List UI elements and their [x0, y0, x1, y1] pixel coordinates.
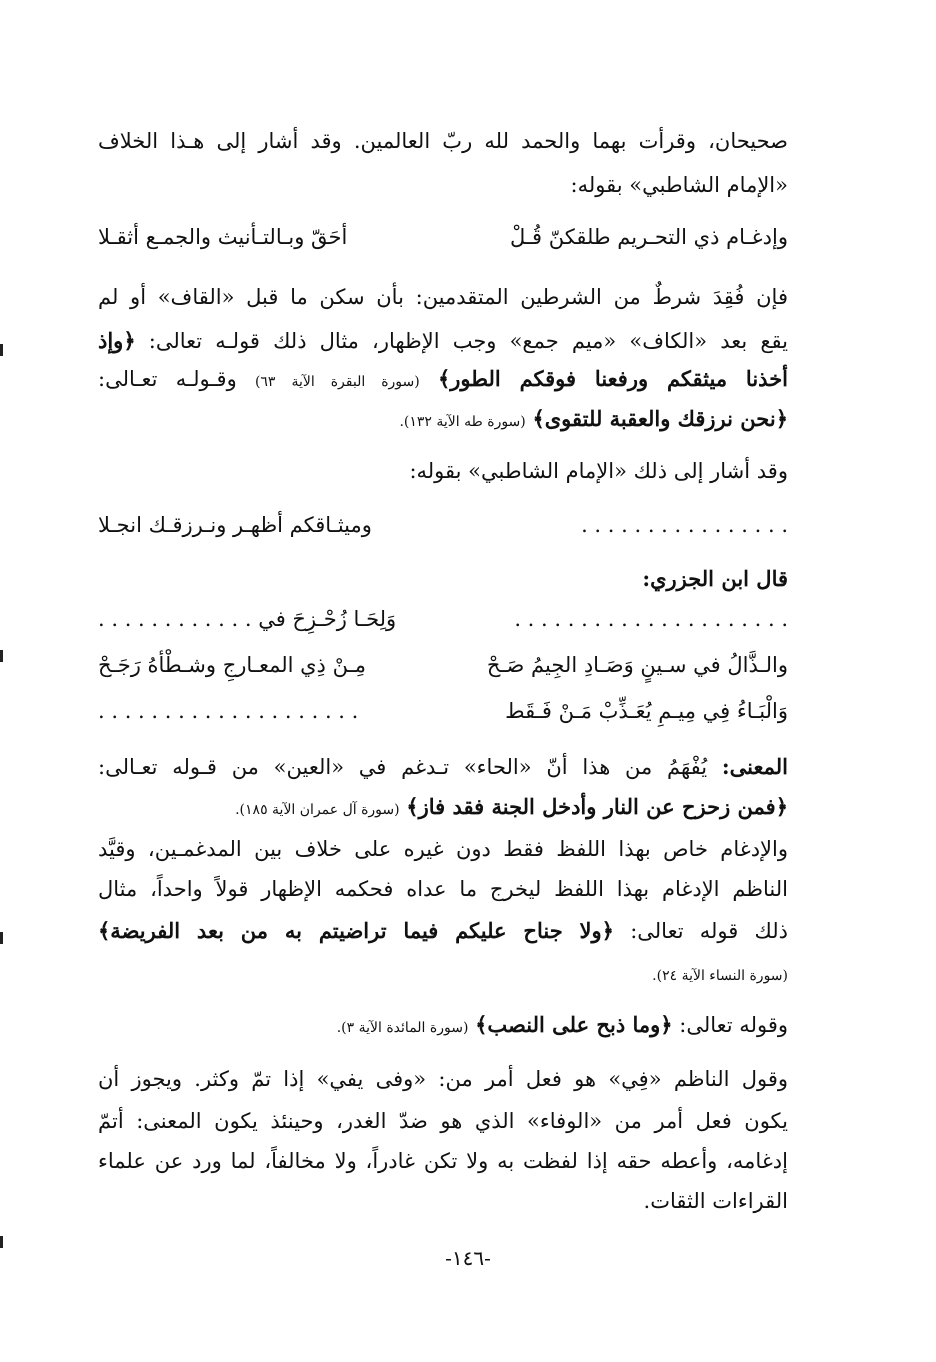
- paragraph-line: [98, 322, 788, 360]
- quran-reference: (سورة البقرة الآية ٦٣): [254, 374, 420, 390]
- scan-edge-mark: [0, 1236, 3, 1248]
- meaning-label: المعنى:: [721, 754, 788, 779]
- line-text: وقوله تعالى:: [679, 1013, 788, 1037]
- quran-reference: (سورة طه الآية ١٣٢).: [399, 414, 526, 430]
- verse-first-hemistich: وإدغـام ذي التحـريم طلقكنّ قُـلْ: [509, 225, 788, 249]
- line-text: يُفْهَمُ من هذا أنّ «الحاء» تـدغم في «العين» من قـوله تعـالى:: [98, 755, 708, 779]
- quran-quote: أخذنا ميثقكم ورفعنا فوقكم الطور﴾: [437, 366, 788, 391]
- quran-quote: ﴿وإذ: [98, 328, 136, 353]
- line-text: يقع بعد «الكاف» «ميم جمع» وجب الإظهار، مثال ذلك قولـه تعالى:: [148, 329, 788, 353]
- quran-reference: (سورة آل عمران الآية ١٨٥).: [235, 802, 400, 818]
- quran-quote: ﴿وما ذبح على النصب﴾: [475, 1012, 673, 1037]
- scan-edge-mark: [0, 344, 3, 356]
- paragraph-line: فإن فُقِدَ شرطٌ من الشرطين المتقدمين: بأن سكن ما قبل «القاف» أو لم: [98, 285, 788, 309]
- verse-second-hemistich: أحَقّ وبـالتـأنيث والجمـع أثقـلا: [98, 225, 348, 249]
- paragraph-line: صحيحان، وقرأت بهما والحمد لله ربّ العالمين. وقد أشار إلى هـذا الخلاف: [98, 129, 788, 153]
- paragraph-line: وقد أشار إلى ذلك «الإمام الشاطبي» بقوله:: [409, 459, 788, 483]
- quran-reference: (سورة المائدة الآية ٣).: [336, 1020, 469, 1036]
- paragraph-line: يكون فعل أمر من «الوفاء» الذي هو ضدّ الغدر، وحينئذ يكون المعنى: أتمّ: [98, 1109, 788, 1133]
- paragraph-line: [98, 400, 788, 441]
- paragraph-line: وقول الناظم «فِي» هو فعل أمر من: «وفى يفي» إذا تمّ وكثر. ويجوز أن: [98, 1067, 788, 1091]
- paragraph-line: [98, 954, 788, 995]
- line-text: وقـولـه تعـالى:: [98, 367, 237, 391]
- scan-edge-mark: [0, 932, 3, 944]
- paragraph-line: [98, 912, 788, 950]
- verse-second-hemistich: وميثـاقكم أظهـر ونـرزقـك انجـلا: [98, 513, 372, 537]
- quran-quote: ﴿فمن زحزح عن النار وأدخل الجنة فقد فاز﴾: [406, 794, 788, 819]
- paragraph-line: الناظم الإدغام بهذا اللفظ ليخرج ما عداه فحكمه الإظهار قولاً واحداً، مثال: [98, 877, 788, 901]
- verse-second-hemistich: وَلِحَـا زُحْـزِحَ في . . . . . . . . . . . .: [98, 607, 397, 631]
- verse-second-hemistich: مِـنْ ذِي المعـارجِ وشـطْأهُ رَجَـحْ: [98, 653, 366, 677]
- paragraph-line: [98, 748, 788, 786]
- paragraph-line: والإدغام خاص بهذا اللفظ فقط دون غيره على خلاف بين المدغمـين، وقيَّد: [98, 837, 788, 861]
- scan-edge-mark: [0, 650, 3, 662]
- paragraph-line: [98, 1006, 788, 1047]
- quran-quote: ﴿نحن نرزقك والعقبة للتقوى﴾: [532, 406, 788, 431]
- verse-second-hemistich: . . . . . . . . . . . . . . . . . . . .: [98, 699, 359, 723]
- paragraph-line: [98, 788, 788, 829]
- paragraph-line: «الإمام الشاطبي» بقوله:: [570, 173, 788, 197]
- verse-first-hemistich: . . . . . . . . . . . . . . . . . . . . .: [514, 607, 788, 631]
- verse-first-hemistich: وَالْبَـاءُ فِي مِيـمِ يُعَـذِّبْ مَـنْ فَـقَط: [505, 699, 788, 723]
- verse-first-hemistich: والـذَّالُ في سـينٍ وَصَـادِ الجِيمُ صَـحْ: [486, 653, 788, 677]
- section-heading: قال ابن الجزري:: [642, 566, 788, 591]
- page-number: -١٤٦-: [445, 1246, 491, 1270]
- paragraph-line: [98, 360, 788, 401]
- verse-first-hemistich: . . . . . . . . . . . . . . . .: [581, 513, 788, 537]
- paragraph-line: القراءات الثقات.: [643, 1189, 788, 1213]
- paragraph-line: إدغامه، وأعطه حقه إذا لفظت به ولا تكن غادراً، ولا مخالفاً، لما ورد عن علماء: [98, 1149, 788, 1173]
- line-text: ذلك قوله تعالى:: [630, 919, 788, 943]
- quran-reference: (سورة النساء الآية ٢٤).: [652, 968, 788, 984]
- quran-quote: ﴿ولا جناح عليكم فيما تراضيتم به من بعد الفريضة﴾: [98, 918, 614, 943]
